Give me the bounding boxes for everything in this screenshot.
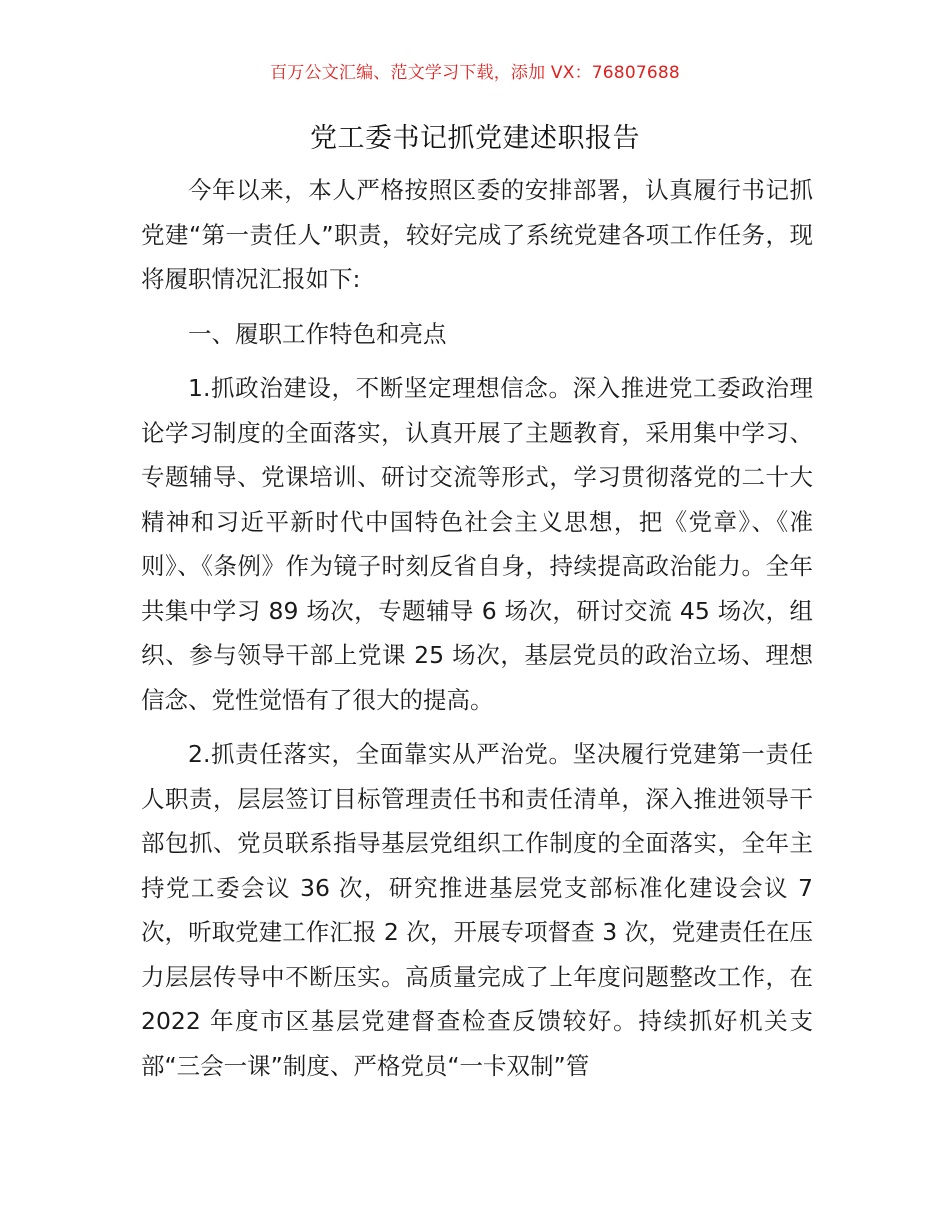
paragraph-political-building: 1.抓政治建设，不断坚定理想信念。深入推进党工委政治理论学习制度的全面落实，认真开展了主题教育，采用集中学习、专题辅导、党课培训、研讨交流等形式，学习贯彻落党的二十大精神和习近平新时代中国特色社会主义思想，把《党章》、《准则》、《条例》作为镜子时刻反省自身，持续提高政治能力。全年共集中学习 89 场次，专题辅导 6 场次，研讨交流 45 场次，组织、参与领导干部上党课 25 场次，基层党员的政治立场、理想信念、党性觉悟有了很大的提高。 (141, 374, 813, 714)
section-heading: 一、履职工作特色和亮点 (188, 319, 447, 348)
intro-paragraph: 今年以来，本人严格按照区委的安排部署，认真履行书记抓党建“第一责任人”职责，较好完成了系统党建各项工作任务，现将履职情况汇报如下: (141, 176, 813, 293)
paragraph-responsibility: 2.抓责任落实，全面靠实从严治党。坚决履行党建第一责任人职责，层层签订目标管理责任书和责任清单，深入推进领导干部包抓、党员联系指导基层党组织工作制度的全面落实，全年主持党工委会议 36 次，研究推进基层党支部标准化建设会议 7 次，听取党建工作汇报 2 次，开展专项督查 3 次，党建责任在压力层层传导中不断压实。高质量完成了上年度问题整改工作，在 2022 年度市区基层党建督查检查反馈较好。持续抓好机关支部“三会一课”制度、严格党员“一卡双制”管 (141, 740, 813, 1080)
document-title: 党工委书记抓党建述职报告 (310, 123, 640, 154)
watermark-contact: 百万公文汇编、范文学习下载，添加 VX：76807688 (270, 63, 680, 83)
document-body (141, 168, 813, 1098)
